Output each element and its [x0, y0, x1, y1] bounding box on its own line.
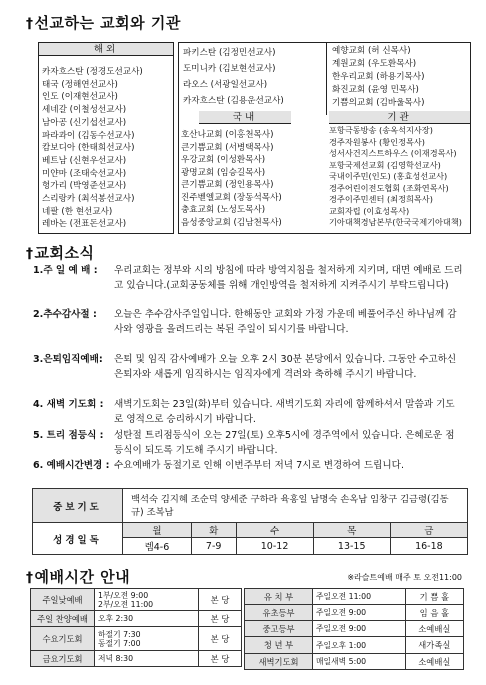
bible-label: 성경일독: [33, 523, 123, 555]
schedule-name: 금요기도회: [31, 651, 95, 667]
overseas-mission-item: 네팔 (한 현선교사): [42, 206, 113, 217]
schedule-name: 새벽기도회: [245, 654, 313, 670]
prayer-bible-table: [32, 488, 468, 555]
worship-table-dept: [244, 588, 464, 670]
domestic-header: 국내: [199, 111, 291, 124]
schedule-time: 오후 2:30: [95, 611, 199, 627]
schedule-place: 본 당: [199, 611, 242, 627]
schedule-time: 하절기 7:30 동절기 7:00: [95, 627, 199, 651]
domestic-church-item: 광명교회 (임승길목사): [181, 167, 266, 178]
overseas-list-2: [183, 45, 284, 109]
chapter-fri: 16-18: [390, 538, 467, 555]
cross-icon: †: [26, 570, 34, 586]
schedule-row: [245, 621, 464, 637]
schedule-row: [31, 611, 242, 627]
domestic-church-item: 호산나교회 (이홍천목사): [181, 130, 274, 140]
domestic-church-item: 진주벧엘교회 (장동석목사): [181, 192, 282, 203]
news-item: [33, 353, 463, 382]
schedule-place: 기 쁨 홀: [405, 589, 463, 605]
day-wed: 수: [236, 523, 313, 538]
news-item-label: 1.주 일 예 배 :: [33, 265, 98, 276]
schedule-place: 본 당: [199, 627, 242, 651]
domestic-church-item: 큰기쁨교회 (정인용목사): [181, 180, 274, 190]
domestic-church-item: 우강교회 (이성환목사): [181, 155, 266, 165]
schedule-row: [31, 627, 242, 651]
institution-item: 포항극동방송 (송옥석지사장): [329, 125, 433, 135]
schedule-name: 청 년 부: [245, 637, 313, 654]
church-item: 예향교회 (허 신목사): [332, 46, 411, 56]
institution-item: 경주자원봉사 (황인정목사): [329, 136, 425, 147]
chapter-mon: 렘4-6: [123, 538, 192, 555]
chapter-thu: 13-15: [313, 538, 390, 555]
domestic-institution-box: [178, 42, 471, 234]
overseas-mission-item: 파키스탄 (김정민선교사): [183, 48, 276, 58]
overseas-mission-item: 라오스 (서광일선교사): [183, 80, 268, 90]
worship-table-main: [30, 588, 242, 667]
overseas-mission-item: 세네갈 (이철성선교사): [42, 105, 127, 116]
domestic-church-item: 큰기쁨교회 (서병택목사): [181, 142, 274, 153]
schedule-place: 본 당: [199, 651, 242, 667]
institution-item: 교회자립 (이효성목사): [329, 205, 410, 216]
news-section-title: †교회소식: [26, 244, 95, 262]
worship-section-title: †예배시간 안내: [26, 568, 131, 586]
overseas-mission-item: 헝가리 (박영준선교사): [42, 181, 127, 192]
institution-item: 기아대책경남본부(한국국제기아대책): [329, 217, 462, 227]
schedule-name: 수요기도회: [31, 627, 95, 651]
news-item-text: 수요예배가 동절기로 인해 이번주부터 저녁 7시로 변경하여 드립니다.: [114, 460, 404, 471]
news-item-text: 은퇴 및 임직 감사예배가 오늘 오후 2시 30분 본당에서 있습니다. 그동안 수고하신 은퇴자와 새롭게 임직하시는 임직자에게 격려와 축하해 주시기 바랍니다.: [114, 354, 457, 380]
institution-item: 경주어린이전도협회 (조화연목사): [329, 182, 449, 193]
church-item: 계원교회 (우도환목사): [332, 59, 417, 69]
institution-item: 성서사건지스트하우스 (이재경목사): [329, 148, 457, 158]
chapter-wed: 10-12: [236, 538, 313, 555]
schedule-name: 주일 찬양예배: [31, 611, 95, 627]
schedule-name: 유 치 부: [245, 589, 313, 605]
news-item-text: 오늘은 추수감사주일입니다. 한해동안 교회와 가정 가운데 베풀어주신 하나님께 감사와 영광을 올려드리는 복된 주일이 되시기를 바랍니다.: [114, 309, 457, 335]
overseas-mission-item: 인도 (이재현선교사): [42, 92, 118, 103]
schedule-row: [245, 654, 464, 670]
chapter-tue: 7-9: [191, 538, 236, 555]
schedule-place: 소예배실: [405, 654, 463, 670]
institution-item: 포항국제선교회 (김영학선교사): [329, 159, 441, 170]
schedule-time: 매일새벽 5:00: [313, 654, 406, 670]
prayer-names: 백석숙 김지혜 조순덕 양세준 구하라 육홍일 남명숙 손옥남 임창구 김금령(김동규) 조복남: [123, 489, 468, 523]
news-item-label: 6. 예배시간변경 :: [33, 460, 110, 471]
overseas-mission-item: 베트남 (신현우선교사): [42, 155, 127, 166]
worship-note: ※라슬트예배 매주 토 오전11:00: [347, 573, 462, 582]
overseas-header: 해외: [39, 43, 173, 56]
overseas-mission-item: 남아공 (신기섭선교사): [42, 117, 127, 128]
institution-item: 경주이주민센터 (최정희목사): [329, 194, 433, 204]
overseas-mission-item: 카자흐스탄 (정경도선교사): [42, 67, 143, 77]
institutions-header: 기관: [329, 111, 470, 124]
overseas-mission-item: 파라과이 (김동수선교사): [42, 130, 135, 141]
schedule-time: 1부/오전 9:00 2부/오전 11:00: [95, 589, 199, 611]
church-item: 한우리교회 (하용기목사): [332, 72, 425, 82]
church-item: 기쁨의교회 (김바울목사): [332, 98, 425, 108]
mission-section-title: †선교하는 교회와 기관: [26, 14, 181, 32]
day-thu: 목: [313, 523, 390, 538]
overseas-mission-item: 도미니카 (김보현선교사): [183, 64, 276, 74]
schedule-name: 중고등부: [245, 621, 313, 637]
schedule-name: 유초등부: [245, 605, 313, 621]
overseas-mission-item: 미얀마 (조태숙선교사): [42, 168, 127, 179]
overseas-box: [38, 42, 174, 234]
schedule-time: 저녁 8:30: [95, 651, 199, 667]
domestic-church-item: 충효교회 (노성도목사): [181, 205, 266, 215]
institutions-list: [329, 125, 462, 229]
churches-list: [332, 45, 424, 110]
cross-icon: †: [26, 246, 34, 262]
schedule-time: 주일오전 11:00: [313, 589, 406, 605]
news-item-label: 3.은퇴임직예배:: [33, 354, 103, 365]
day-fri: 금: [390, 523, 467, 538]
news-item: [33, 459, 463, 474]
schedule-row: [245, 589, 464, 605]
cross-icon: †: [26, 16, 34, 32]
schedule-row: [245, 637, 464, 654]
domestic-list: [181, 129, 282, 229]
news-item-text: 우리교회는 정부와 시의 방침에 따라 방역지침을 철저하게 지키며, 대면 예배로 드리고 있습니다.(교회공동체를 위해 개인방역을 철저하게 지켜주시기 부탁드립니다): [114, 265, 463, 291]
overseas-mission-item: 카자흐스탄 (김용운선교사): [183, 96, 284, 106]
church-item: 화진교회 (윤영 민목사): [332, 85, 419, 95]
schedule-row: [31, 651, 242, 667]
news-item-text: 성탄절 트리점등식이 오는 27일(토) 오후5시에 경주역에서 있습니다. 은혜로운 점등식이 되도록 기도해 주시기 바랍니다.: [114, 430, 455, 456]
institution-item: 국내이주민(인도) (홍효성선교사): [329, 171, 448, 181]
schedule-place: 새가족실: [405, 637, 463, 654]
schedule-time: 주일오전 9:00: [313, 621, 406, 637]
domestic-church-item: 음성중앙교회 (김남천목사): [181, 217, 282, 228]
schedule-name: 주일낮예배: [31, 589, 95, 611]
prayer-label: 중보기도: [33, 489, 123, 523]
news-item-label: 4. 새벽 기도회 :: [33, 399, 104, 410]
news-item-text: 새벽기도회는 23일(화)부터 있습니다. 새벽기도회 자리에 함께하셔서 말씀과 기도로 영적으로 승리하시기 바랍니다.: [114, 399, 455, 425]
overseas-mission-item: 레바논 (전표돈선교사): [42, 219, 127, 230]
overseas-mission-item: 캄보디아 (한태희선교사): [42, 143, 135, 154]
schedule-time: 주일오전 9:00: [313, 605, 406, 621]
news-item-label: 5. 트리 점등식 :: [33, 430, 104, 441]
news-item-label: 2.추수감사절 :: [33, 309, 97, 320]
schedule-place: 본 당: [199, 589, 242, 611]
news-item: [33, 308, 463, 337]
overseas-mission-item: 태국 (정해연선교사): [42, 79, 118, 90]
schedule-row: [31, 589, 242, 611]
schedule-row: [245, 605, 464, 621]
news-item: [33, 398, 463, 427]
day-tue: 화: [191, 523, 236, 538]
overseas-list: [39, 56, 173, 231]
overseas-mission-item: 스리랑카 (최석봉선교사): [42, 194, 135, 205]
news-item: [33, 429, 463, 458]
day-mon: 월: [123, 523, 192, 538]
news-item: [33, 264, 463, 293]
schedule-place: 소예배실: [405, 621, 463, 637]
schedule-time: 주일오후 1:00: [313, 637, 406, 654]
schedule-place: 임 음 홀: [405, 605, 463, 621]
